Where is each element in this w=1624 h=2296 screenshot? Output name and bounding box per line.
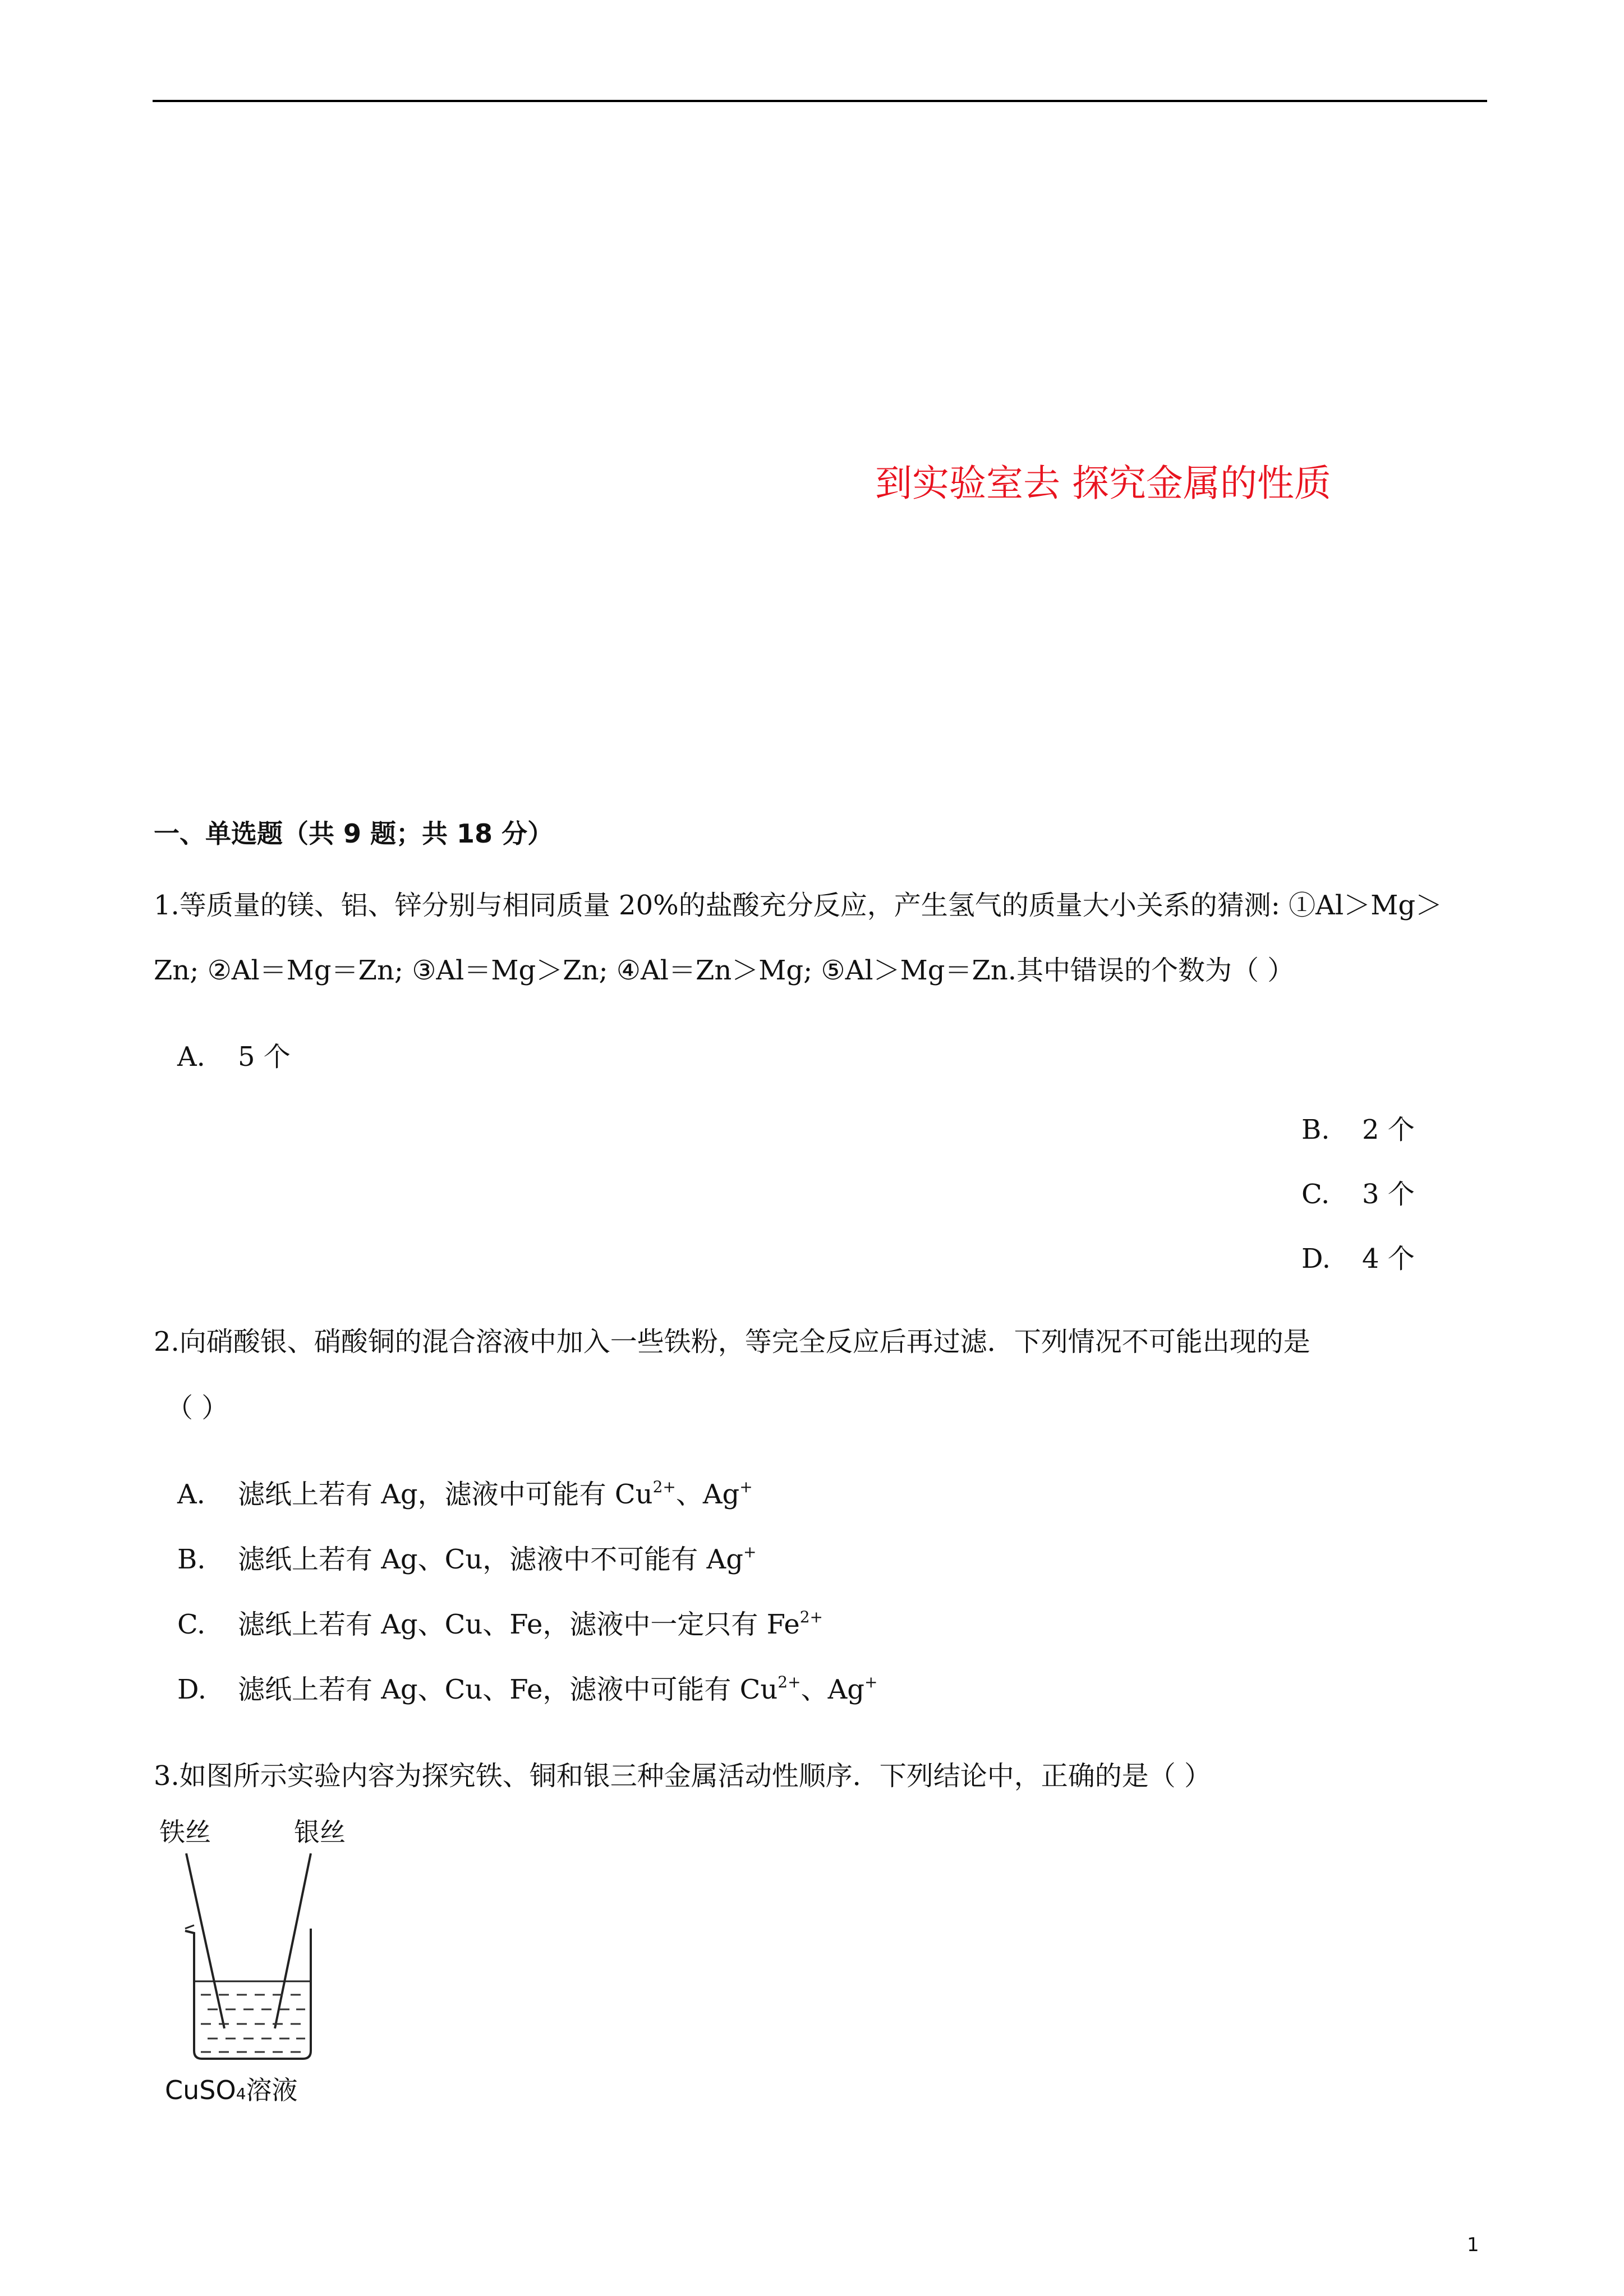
superscript: + [739,1478,753,1496]
solution-formula: CuSO [165,2075,236,2105]
superscript: 2+ [778,1673,801,1691]
q1-stem-line2: Zn; ②Al＝Mg＝Zn; ③Al＝Mg＞Zn; ④Al＝Zn＞Mg; ⑤Al＞Mg＝Zn.其中错误的个数为（ ） [154,955,1295,986]
option-label: D. [177,1674,207,1705]
q1-option-b[interactable] [1301,1116,1415,1143]
q2-option-d[interactable] [177,1673,878,1705]
option-label: C. [1301,1179,1330,1210]
option-label: B. [177,1544,206,1575]
option-text: 滤纸上若有 Ag、Cu，滤液中不可能有 Ag [238,1544,743,1575]
q1-option-c[interactable] [1301,1181,1415,1208]
q1-stem-line1: 1.等质量的镁、铝、锌分别与相同质量 20%的盐酸充分反应，产生氢气的质量大小关系的猜测: ①Al＞Mg＞ [154,890,1443,921]
q2-stem-line2: （ ） [166,1392,229,1424]
option-text: 3 个 [1362,1179,1415,1210]
solution-subscript: 4 [236,2085,246,2103]
superscript: 2+ [652,1478,676,1496]
q2-option-b[interactable] [177,1543,757,1575]
option-label: A. [177,1041,205,1073]
solution-word: 溶液 [246,2075,298,2105]
option-text: 、Ag [675,1479,740,1510]
option-text: 滤纸上若有 Ag、Cu、Fe，滤液中一定只有 Fe [238,1609,800,1640]
iron-wire-label: 铁丝 [159,1817,211,1847]
q1-option-d[interactable] [1301,1245,1415,1272]
option-text: 滤纸上若有 Ag、Cu、Fe，滤液中可能有 Cu [238,1674,778,1705]
header-rule [153,100,1487,102]
page-number: 1 [1467,2234,1479,2256]
option-text: 2 个 [1362,1114,1415,1145]
page-title: 到实验室去 探究金属的性质 [875,462,1331,505]
silver-wire-label: 银丝 [294,1817,346,1847]
option-label: B. [1301,1114,1330,1145]
option-label: C. [177,1609,206,1640]
option-text: 5 个 [238,1041,291,1073]
q2-stem-line1: 2.向硝酸银、硝酸铜的混合溶液中加入一些铁粉，等完全反应后再过滤．下列情况不可能出现的是 [154,1326,1310,1358]
section-heading: 一、单选题（共 9 题；共 18 分） [154,818,554,849]
option-text: 4 个 [1362,1243,1415,1274]
superscript: + [864,1673,878,1691]
option-text: 滤纸上若有 Ag，滤液中可能有 Cu [238,1479,653,1510]
option-label: D. [1301,1243,1331,1274]
beaker-figure [153,1812,355,2104]
beaker-diagram [153,1843,355,2085]
q2-option-c[interactable] [177,1608,823,1640]
q3-stem-line1: 3.如图所示实验内容为探究铁、铜和银三种金属活动性顺序．下列结论中，正确的是（ ） [154,1760,1212,1792]
superscript: + [743,1543,757,1561]
option-text: 、Ag [801,1674,864,1705]
solution-label [165,2070,298,2107]
q1-option-a[interactable] [177,1041,291,1073]
q2-option-a[interactable] [177,1478,753,1510]
superscript: 2+ [799,1608,823,1626]
option-label: A. [177,1479,205,1510]
